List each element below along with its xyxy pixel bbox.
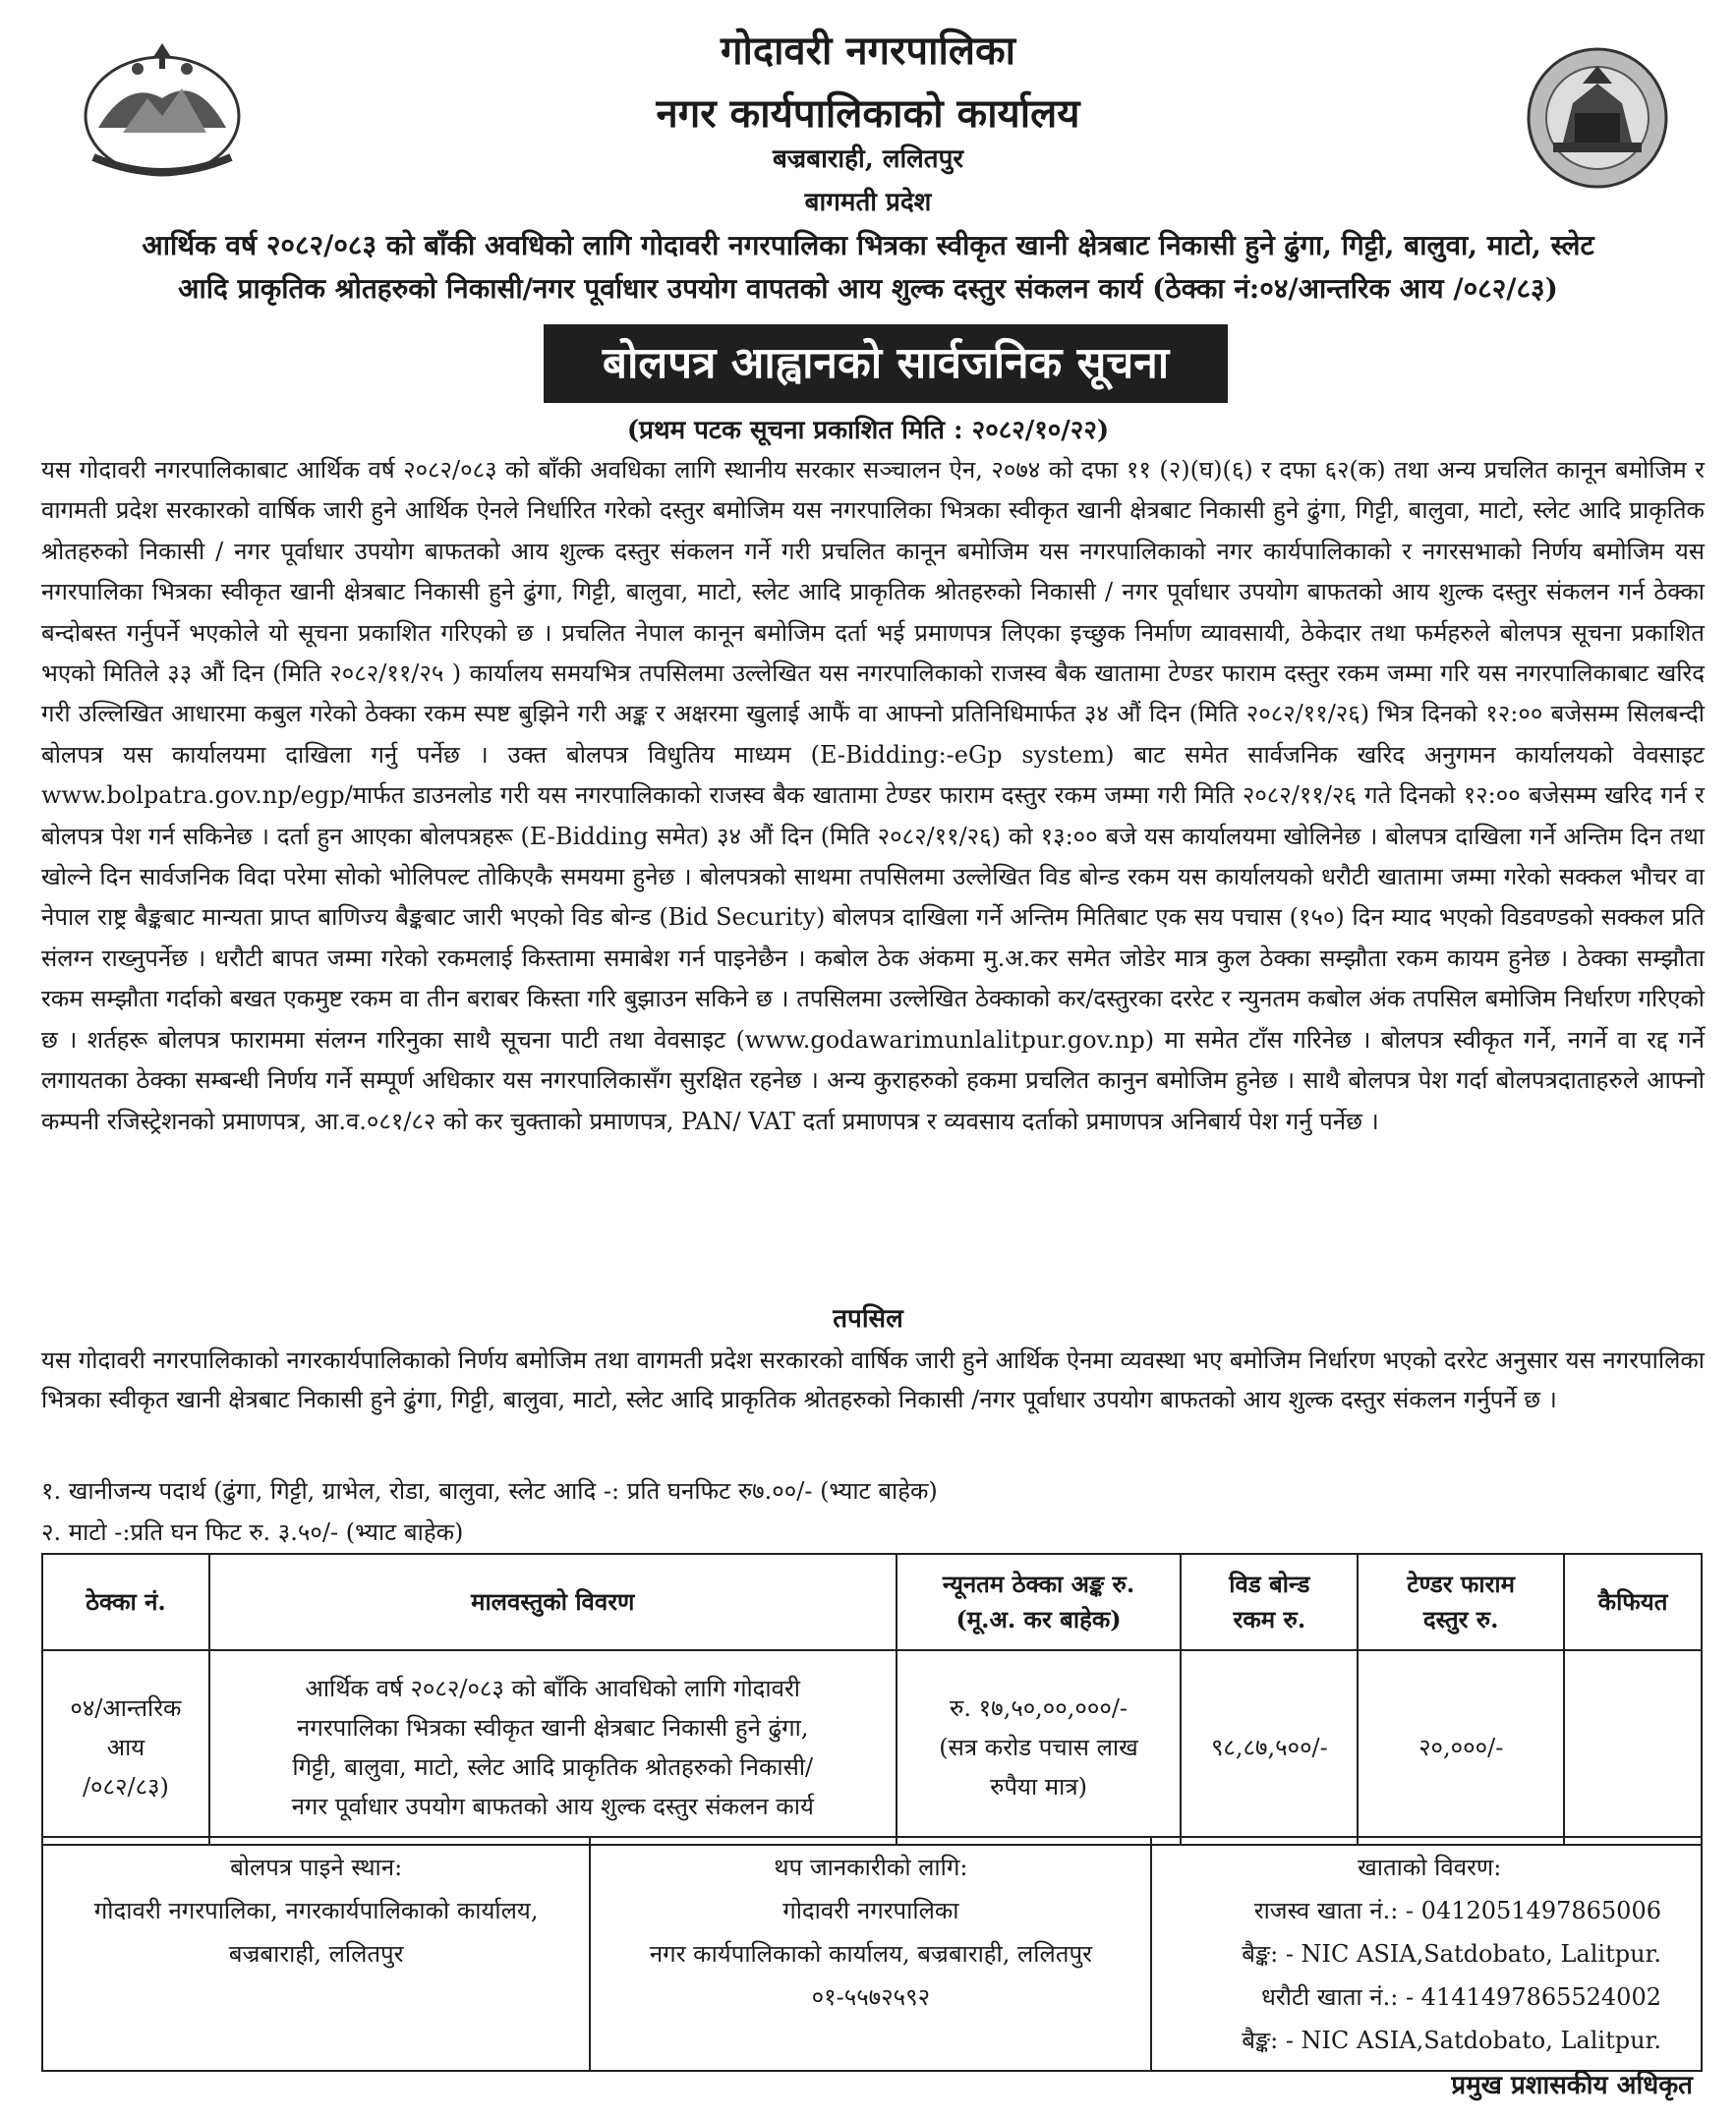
office-name: नगर कार्यपालिकाको कार्यालय <box>656 90 1080 137</box>
revenue-account: राजस्व खाता नं.: - 0412051497865006 <box>1253 1897 1661 1924</box>
deposit-account: धरौटी खाता नं.: - 4141497865524002 <box>1261 1983 1661 2011</box>
header-remarks: कैफियत <box>1564 1554 1702 1650</box>
municipality-name: गोदावरी नगरपालिका <box>720 28 1016 74</box>
header-tender-fee <box>1358 1554 1564 1650</box>
amount-line1: रु. १७,५०,००,०००/- <box>950 1694 1128 1722</box>
table-header-row <box>42 1554 1702 1650</box>
signatory-title: प्रमुख प्रशासकीय अधिकृत <box>1451 2071 1693 2100</box>
cell-bid-bond: ९८,८७,५००/- <box>1181 1650 1358 1845</box>
cell-description <box>209 1650 897 1845</box>
contact-phone: ०१-५५७२५९२ <box>811 1983 931 2011</box>
contract-no-line3: /०८२/८३) <box>82 1773 169 1801</box>
cell-min-amount <box>897 1650 1182 1845</box>
rate-mineral: १. खानीजन्य पदार्थ (ढुंगा, गिट्टी, ग्राभेल, रोडा, बालुवा, स्लेट आदि -: प्रति घनफिट रु७.००/- (भ्याट बाहेक) <box>41 1477 938 1505</box>
desc-line3: गिट्टी, बालुवा, माटो, स्लेट आदि प्राकृतिक श्रोतहरुको निकासी/ <box>292 1753 814 1781</box>
header-min-amount-line2: (मू.अ. कर बाहेक) <box>955 1605 1122 1633</box>
desc-line2: नगरपालिका भित्रका स्वीकृत खानी क्षेत्रबाट निकासी हुने ढुंगा, <box>297 1714 809 1742</box>
office-address: बज्रबाराही, ललितपुर <box>772 144 964 174</box>
schedule-intro: यस गोदावरी नगरपालिकाको नगरकार्यपालिकाको निर्णय बमोजिम तथा वागमती प्रदेश सरकारको वार्षिक जारी हुने आर्थिक ऐनमा व्यवस्था भए बमोजिम निर्धारण भएको दररेट अनुसार यस नगरपालिका भित्रका स्वीकृत खानी क्षेत्रबाट निकासी हुने ढुंगा, गिट्टी, बालुवा, माटो, स्लेट आदि प्राकृतिक श्रोतहरुको निकासी /नगर पूर्वाधार उपयोग बाफतको आय शुल्क दस्तुर संकलन गर्नुपर्ने छ । <box>41 1346 1705 1413</box>
notice-title-banner: बोलपत्र आह्वानको सार्वजनिक सूचना <box>544 324 1228 403</box>
header-bid-bond-line2: रकम रु. <box>1233 1605 1306 1633</box>
table-row <box>42 1650 1702 1845</box>
cell-contract-no <box>42 1650 209 1845</box>
schedule-title: तपसिल <box>833 1304 903 1334</box>
cell-remarks <box>1564 1650 1702 1845</box>
tender-table <box>41 1553 1703 1846</box>
desc-line1: आर्थिक वर्ष २०८२/०८३ को बाँकि आवधिको लागि गोदावरी <box>305 1675 801 1702</box>
contract-no-line1: ०४/आन्तरिक <box>70 1694 182 1722</box>
info-row <box>42 1837 1702 2071</box>
header-bid-bond <box>1181 1554 1358 1650</box>
first-published-date: (प्रथम पटक सूचना प्रकाशित मिति : २०८२/१०/२२) <box>626 416 1110 445</box>
header-tender-fee-line1: टेण्डर फाराम <box>1407 1570 1516 1598</box>
bid-location-title: बोलपत्र पाइने स्थान: <box>230 1854 403 1881</box>
rate-soil: २. माटो -:प्रति घन फिट रु. ३.५०/- (भ्याट बाहेक) <box>41 1518 464 1546</box>
province-name: बागमती प्रदेश <box>804 188 932 217</box>
bid-location-line2: बज्रबाराही, ललितपुर <box>228 1940 404 1968</box>
header-min-amount <box>897 1554 1182 1650</box>
info-table <box>41 1836 1703 2072</box>
deposit-bank: बैङ्क: - NIC ASIA,Satdobato, Lalitpur. <box>1242 2027 1661 2054</box>
amount-line2: (सत्र करोड पचास लाख <box>939 1734 1138 1761</box>
accounts-title: खाताको विवरण: <box>1358 1854 1502 1881</box>
header-tender-fee-line2: दस्तुर रु. <box>1422 1605 1499 1633</box>
revenue-bank: बैङ्क: - NIC ASIA,Satdobato, Lalitpur. <box>1242 1940 1661 1968</box>
contact-line2: नगर कार्यपालिकाको कार्यालय, बज्रबाराही, ललितपुर <box>649 1940 1092 1968</box>
notice-body: यस गोदावरी नगरपालिकाबाट आर्थिक वर्ष २०८२/०८३ को बाँकी अवधिका लागि स्थानीय सरकार सञ्चालन ऐन, २०७४ को दफा ११ (२)(घ)(६) र दफा ६२(क) तथा अन्य प्रचलित कानून बमोजिम र वागमती प्रदेश सरकारको वार्षिक जारी हुने आर्थिक ऐनले निर्धारित गरेको दस्तुर बमोजिम यस नगरपालिका भित्रका स्वीकृत खानी क्षेत्रबाट निकासी हुने ढुंगा, गिट्टी, बालुवा, माटो, स्लेट आदि प्राकृतिक श्रोतहरुको निकासी / नगर पूर्वाधार उपयोग बाफतको आय शुल्क दस्तुर संकलन गर्ने गरी प्रचलित कानून बमोजिम यस नगरपालिकाको नगर कार्यपालिकाको र नगरसभाको निर्णय बमोजिम यस नगरपालिका भित्रका स्वीकृत खानी क्षेत्रबाट निकासी हुने ढुंगा, गिट्टी, बालुवा, माटो, स्लेट आदि प्राकृतिक श्रोतहरुको निकासी / नगर पूर्वाधार उपयोग बाफतको आय शुल्क दस्तुर संकलन गर्न ठेक्का बन्दोबस्त गर्नुपर्ने भएकोले यो सूचना प्रकाशित गरिएको छ । प्रचलित नेपाल कानून बमोजिम दर्ता भई प्रमाणपत्र लिएका इच्छुक निर्माण व्यावसायी, ठेकेदार तथा फर्महरुले बोलपत्र सूचना प्रकाशित भएको मितिले ३३ औं दिन (मिति २०८२/११/२५ ) कार्यालय समयभित्र तपसिलमा उल्लेखित यस नगरपालिकाको राजस्व बैक खातामा टेण्डर फाराम दस्तुर रकम जम्मा गरि यस नगरपालिकाबाट खरिद गरी उल्लिखित आधारमा कबुल गरेको ठेक्का रकम स्पष्ट बुझिने गरी अङ्क र अक्षरमा खुलाई आफैं वा आफ्नो प्रतिनिधिमार्फत ३४ औं दिन (मिति २०८२/११/२६) भित्र दिनको १२:०० बजेसम्म सिलबन्दी बोलपत्र यस कार्यालयमा दाखिला गर्नु पर्नेछ । उक्त बोलपत्र विधुतिय माध्यम (E-Bidding:-eGp system) बाट समेत सार्वजनिक खरिद अनुगमन कार्यालयको वेवसाइट www.bolpatra.gov.np/egp/मार्फत डाउनलोड गरी यस नगरपालिकाको राजस्व बैक खातामा टेण्डर फाराम दस्तुर रकम जम्मा गरी मिति २०८२/११/२६ गते दिनको १२:०० बजेसम्म खरिद गर्न र बोलपत्र पेश गर्न सकिनेछ । दर्ता हुन आएका बोलपत्रहरू (E-Bidding समेत) ३४ औं दिन (मिति २०८२/११/२६) को १३:०० बजे यस कार्यालयमा खोलिनेछ । बोलपत्र दाखिला गर्ने अन्तिम दिन तथा खोल्ने दिन सार्वजनिक विदा परेमा सोको भोलिपल्ट तोकिएकै समयमा हुनेछ । बोलपत्रको साथमा तपसिलमा उल्लेखित विड बोन्ड रकम यस कार्यालयको धरौटी खातामा जम्मा गरेको सक्कल भौचर वा नेपाल राष्ट्र बैङ्कबाट मान्यता प्राप्त बाणिज्य बैङ्कबाट जारी भएको विड बोन्ड (Bid Security) बोलपत्र दाखिला गर्ने अन्तिम मितिबाट एक सय पचास (१५०) दिन म्याद भएको विडवण्डको सक्कल प्रति संलग्न राख्नुपर्नेछ । धरौटी बापत जम्मा गरेको रकमलाई किस्तामा समाबेश गर्न पाइनेछैन । कबोल ठेक अंकमा मु.अ.कर समेत जोडेर मात्र कुल ठेक्का सम्झौता रकम कायम हुनेछ । ठेक्का सम्झौता रकम सम्झौता गर्दाको बखत एकमुष्ट रकम वा तीन बराबर किस्ता गरि बुझाउन सकिने छ । तपसिलमा उल्लेखित ठेक्काको कर/दस्तुरका दररेट र न्युनतम कबोल अंक तपसिल बमोजिम निर्धारण गरिएको छ । शर्तहरू बोलपत्र फाराममा संलग्न गरिनुका साथै सूचना पाटी तथा वेवसाइट (www.godawarimunlalitpur.gov.np) मा समेत टाँस गरिनेछ । बोलपत्र स्वीकृत गर्ने, नगर्ने वा रद्द गर्ने लगायतका ठेक्का सम्बन्धी निर्णय गर्ने सम्पूर्ण अधिकार यस नगरपालिकासँग सुरक्षित रहनेछ । अन्य कुराहरुको हकमा प्रचलित कानुन बमोजिम हुनेछ । साथै बोलपत्र पेश गर्दा बोलपत्रदाताहरुले आफ्नो कम्पनी रजिस्ट्रेशनको प्रमाणपत्र, आ.व.०८१/८२ को कर चुक्ताको प्रमाणपत्र, PAN/ VAT दर्ता प्रमाणपत्र र व्यवसाय दर्ताको प्रमाणपत्र अनिबार्य पेश गर्नु पर्नेछ । <box>41 456 1705 1135</box>
desc-line4: नगर पूर्वाधार उपयोग बाफतको आय शुल्क दस्तुर संकलन कार्य <box>291 1793 814 1820</box>
amount-line3: रुपैया मात्र) <box>990 1773 1087 1801</box>
bid-location-cell <box>42 1837 590 2071</box>
bid-location-line1: गोदावरी नगरपालिका, नगरकार्यपालिकाको कार्यालय, <box>93 1897 539 1924</box>
contract-no-line2: आय <box>106 1734 145 1761</box>
header-contract-no: ठेक्का नं. <box>42 1554 209 1650</box>
accounts-cell <box>1151 1837 1702 2071</box>
header-min-amount-line1: न्यूनतम ठेक्का अङ्क रु. <box>942 1570 1135 1598</box>
header-description: मालवस्तुको विवरण <box>209 1554 897 1650</box>
subject-line-1: आर्थिक वर्ष २०८२/०८३ को बाँकी अवधिको लागि गोदावरी नगरपालिका भित्रका स्वीकृत खानी क्षेत्रबाट निकासी हुने ढुंगा, गिट्टी, बालुवा, माटो, स्लेट <box>142 229 1594 261</box>
subject-line-2: आदि प्राकृतिक श्रोतहरुको निकासी/नगर पूर्वाधार उपयोग वापतको आय शुल्क दस्तुर संकलन कार्य (ठेक्का नं:०४/आन्तरिक आय /०८२/८३) <box>178 272 1558 305</box>
header-bid-bond-line1: विड बोन्ड <box>1229 1570 1310 1598</box>
contact-line1: गोदावरी नगरपालिका <box>782 1897 959 1924</box>
contact-cell <box>590 1837 1151 2071</box>
cell-tender-fee: २०,०००/- <box>1358 1650 1564 1845</box>
contact-title: थप जानकारीको लागि: <box>774 1854 968 1881</box>
